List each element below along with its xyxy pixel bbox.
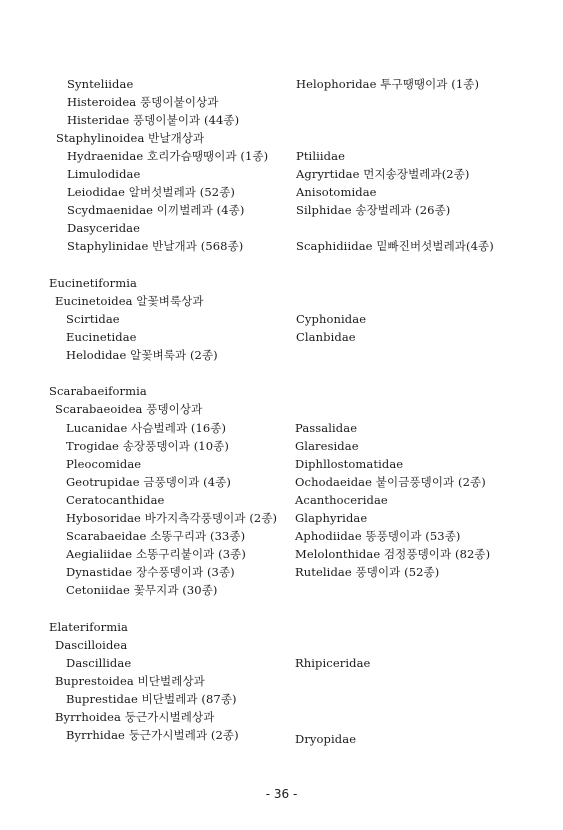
- taxon-line: Ochodaeidae 붙이금풍뎅이과 (2종): [295, 475, 486, 489]
- taxon-line: Scarabaeidae 소똥구리과 (33종): [66, 529, 246, 543]
- taxon-line: Buprestidae 비단벌레과 (87종): [66, 692, 237, 706]
- taxon-line: Hydraenidae 호리가슴땡땡이과 (1종): [67, 149, 269, 163]
- taxon-line: Eucinetoidea 알꽃벼룩상과: [55, 294, 204, 308]
- series-heading: Eucinetiformia: [49, 276, 137, 290]
- taxon-line: Ceratocanthidae: [66, 493, 165, 507]
- taxon-line: Glaphyridae: [295, 511, 368, 525]
- taxon-line: Melolonthidae 검정풍뎅이과 (82종): [295, 547, 491, 561]
- taxon-line: Byrrhidae 둥근가시벌레과 (2종): [66, 728, 239, 742]
- taxon-line: Agryrtidae 먼지송장벌레과(2종): [296, 167, 470, 181]
- taxon-line: Acanthoceridae: [295, 493, 388, 507]
- taxon-line: Anisotomidae: [296, 185, 377, 199]
- series-heading: Elateriformia: [49, 620, 128, 634]
- taxon-line: Rhipiceridae: [295, 656, 371, 670]
- taxon-line: Helodidae 알꽃벼룩과 (2종): [66, 348, 218, 362]
- taxon-line: Helophoridae 투구땡땡이과 (1종): [296, 77, 480, 91]
- taxon-line: Aegialiidae 소똥구리붙이과 (3종): [66, 547, 246, 561]
- taxon-line: Dascillidae: [66, 656, 132, 670]
- taxon-line: Scarabaeoidea 풍뎅이상과: [55, 402, 203, 416]
- taxon-line: Scirtidae: [66, 312, 120, 326]
- taxon-line: Buprestoidea 비단벌레상과: [55, 674, 205, 688]
- taxon-line: Pleocomidae: [66, 457, 142, 471]
- taxon-line: Trogidae 송장풍뎅이과 (10종): [66, 439, 229, 453]
- taxon-line: Aphodiidae 똥풍뎅이과 (53종): [295, 529, 461, 543]
- taxon-line: Diphllostomatidae: [295, 457, 404, 471]
- taxon-line: Dynastidae 장수풍뎅이과 (3종): [66, 565, 235, 579]
- taxon-line: Byrrhoidea 둥근가시벌레상과: [55, 710, 215, 724]
- taxon-line: Histeroidea 풍뎅이붙이상과: [67, 95, 219, 109]
- taxon-line: Silphidae 송장벌레과 (26종): [296, 203, 451, 217]
- taxon-line: Glaresidae: [295, 439, 359, 453]
- taxon-line: Dascilloidea: [55, 638, 128, 652]
- taxon-line: Clanbidae: [296, 330, 356, 344]
- taxon-line: Dryopidae: [295, 732, 357, 746]
- taxon-line: Geotrupidae 금풍뎅이과 (4종): [66, 475, 231, 489]
- taxon-line: Histeridae 풍뎅이붙이과 (44종): [67, 113, 240, 127]
- taxon-line: Scydmaenidae 이끼벌레과 (4종): [67, 203, 245, 217]
- taxon-line: Staphylinoidea 반날개상과: [56, 131, 205, 145]
- taxon-line: Synteliidae: [67, 77, 134, 91]
- taxon-line: Hybosoridae 바가지측각풍뎅이과 (2종): [66, 511, 278, 525]
- series-heading: Scarabaeiformia: [49, 384, 147, 398]
- taxon-line: Leiodidae 알버섯벌레과 (52종): [67, 185, 235, 199]
- taxon-line: Passalidae: [295, 421, 358, 435]
- taxon-line: Scaphidiidae 밑빠진버섯벌레과(4종): [296, 239, 494, 253]
- page-number: - 36 -: [265, 787, 298, 801]
- taxon-line: Limulodidae: [67, 167, 141, 181]
- taxon-line: Eucinetidae: [66, 330, 137, 344]
- taxon-line: Cyphonidae: [296, 312, 367, 326]
- taxon-line: Dasyceridae: [67, 221, 141, 235]
- taxon-line: Rutelidae 풍뎅이과 (52종): [295, 565, 440, 579]
- taxon-line: Staphylinidae 반날개과 (568종): [67, 239, 244, 253]
- taxon-line: Lucanidae 사슴벌레과 (16종): [66, 421, 227, 435]
- taxon-line: Ptiliidae: [296, 149, 345, 163]
- taxon-line: Cetoniidae 꽃무지과 (30종): [66, 583, 218, 597]
